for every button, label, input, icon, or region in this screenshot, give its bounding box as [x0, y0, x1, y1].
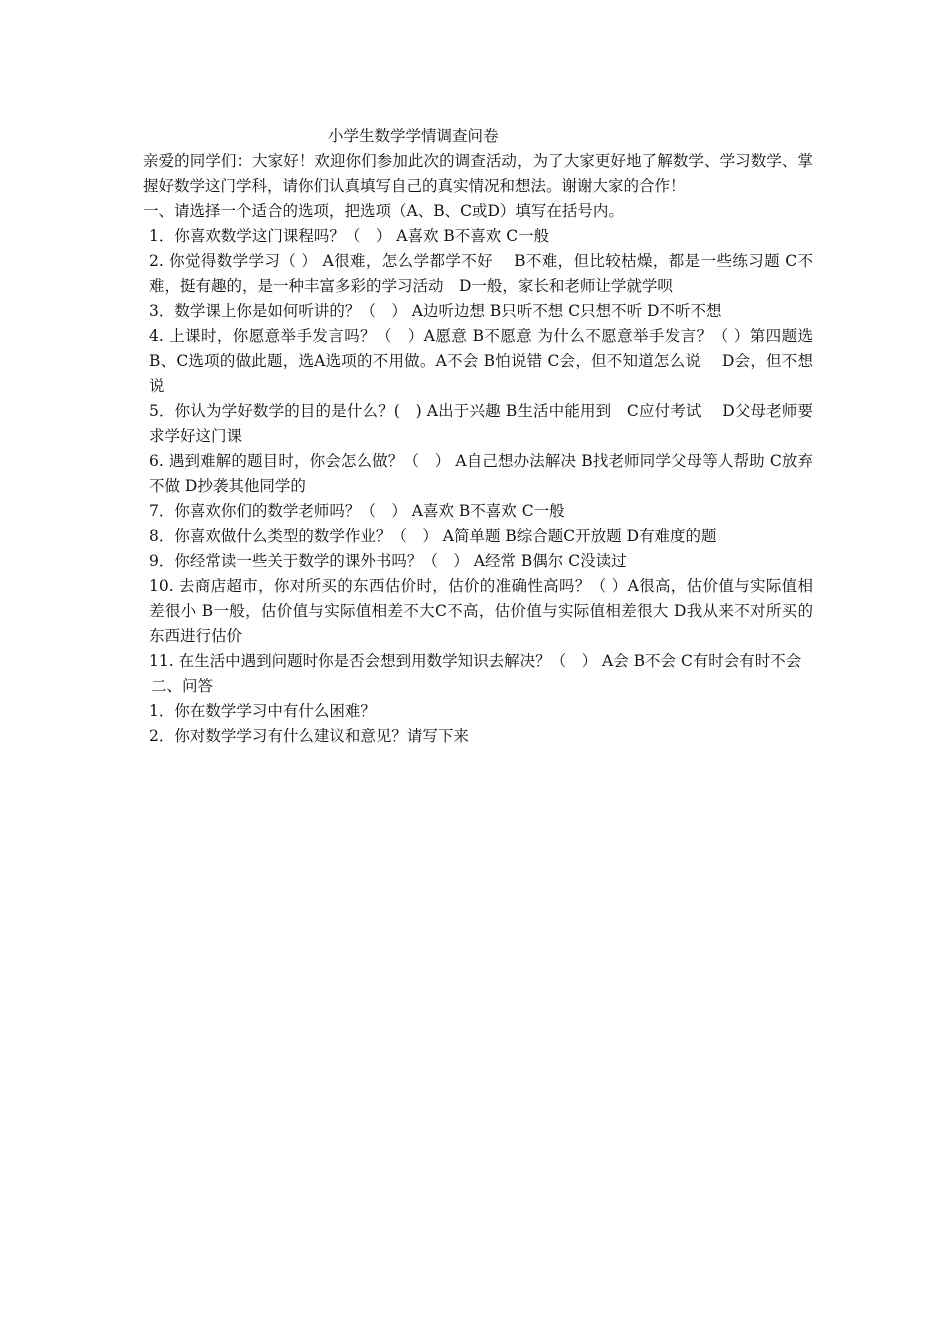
- section-1-heading: 一、请选择一个适合的选项，把选项（A、B、C或D）填写在括号内。: [143, 202, 624, 220]
- document-title: 小学生数学学情调查问卷: [328, 127, 499, 145]
- question-2: 2. 你觉得数学学习（ ） A很难，怎么学都学不好 B不难，但比较枯燥，都是一些练习题 C不难，挺有趣的，是一种丰富多彩的学习活动 D一般，家长和老师让学就学呗: [149, 252, 813, 295]
- open-question-1: 1．你在数学学习中有什么困难？: [149, 702, 376, 720]
- question-1: 1．你喜欢数学这门课程吗？（ ） A喜欢 B不喜欢 C一般: [149, 227, 550, 245]
- section-2-heading: 二、问答: [151, 677, 214, 695]
- intro-paragraph: 亲爱的同学们：大家好！欢迎你们参加此次的调查活动，为了大家更好地了解数学、学习数学、掌握好数学这门学科，请你们认真填写自己的真实情况和想法。谢谢大家的合作！: [143, 152, 813, 195]
- question-6: 6. 遇到难解的题目时，你会怎么做？（ ） A自己想办法解决 B找老师同学父母等人帮助 C放弃不做 D抄袭其他同学的: [149, 452, 813, 495]
- question-4: 4. 上课时，你愿意举手发言吗？（ ）A愿意 B不愿意 为什么不愿意举手发言？（ ）第四题选B、C选项的做此题，选A选项的不用做。A不会 B怕说错 C会，但不知道怎么说 D会，但不想说: [149, 327, 813, 395]
- question-7: 7．你喜欢你们的数学老师吗？（ ） A喜欢 B不喜欢 C一般: [149, 502, 565, 520]
- question-9: 9．你经常读一些关于数学的课外书吗？（ ） A经常 B偶尔 C没读过: [149, 552, 627, 570]
- question-3: 3．数学课上你是如何听讲的？（ ） A边听边想 B只听不想 C只想不听 D不听不想: [149, 302, 722, 320]
- document-page: [143, 124, 813, 749]
- open-question-2: 2．你对数学学习有什么建议和意见？请写下来: [149, 727, 469, 745]
- question-5: 5．你认为学好数学的目的是什么？( ) A出于兴趣 B生活中能用到 C应付考试 D父母老师要求学好这门课: [149, 402, 813, 445]
- question-10: 10. 去商店超市，你对所买的东西估价时，估价的准确性高吗？（ ）A很高，估价值与实际值相差很小 B一般，估价值与实际值相差不大C不高，估价值与实际值相差很大 D我从来不对所买的东西进行估价: [149, 577, 813, 645]
- question-11: 11. 在生活中遇到问题时你是否会想到用数学知识去解决？（ ） A会 B不会 C有时会有时不会: [149, 652, 802, 670]
- question-8: 8．你喜欢做什么类型的数学作业？（ ） A简单题 B综合题C开放题 D有难度的题: [149, 527, 717, 545]
